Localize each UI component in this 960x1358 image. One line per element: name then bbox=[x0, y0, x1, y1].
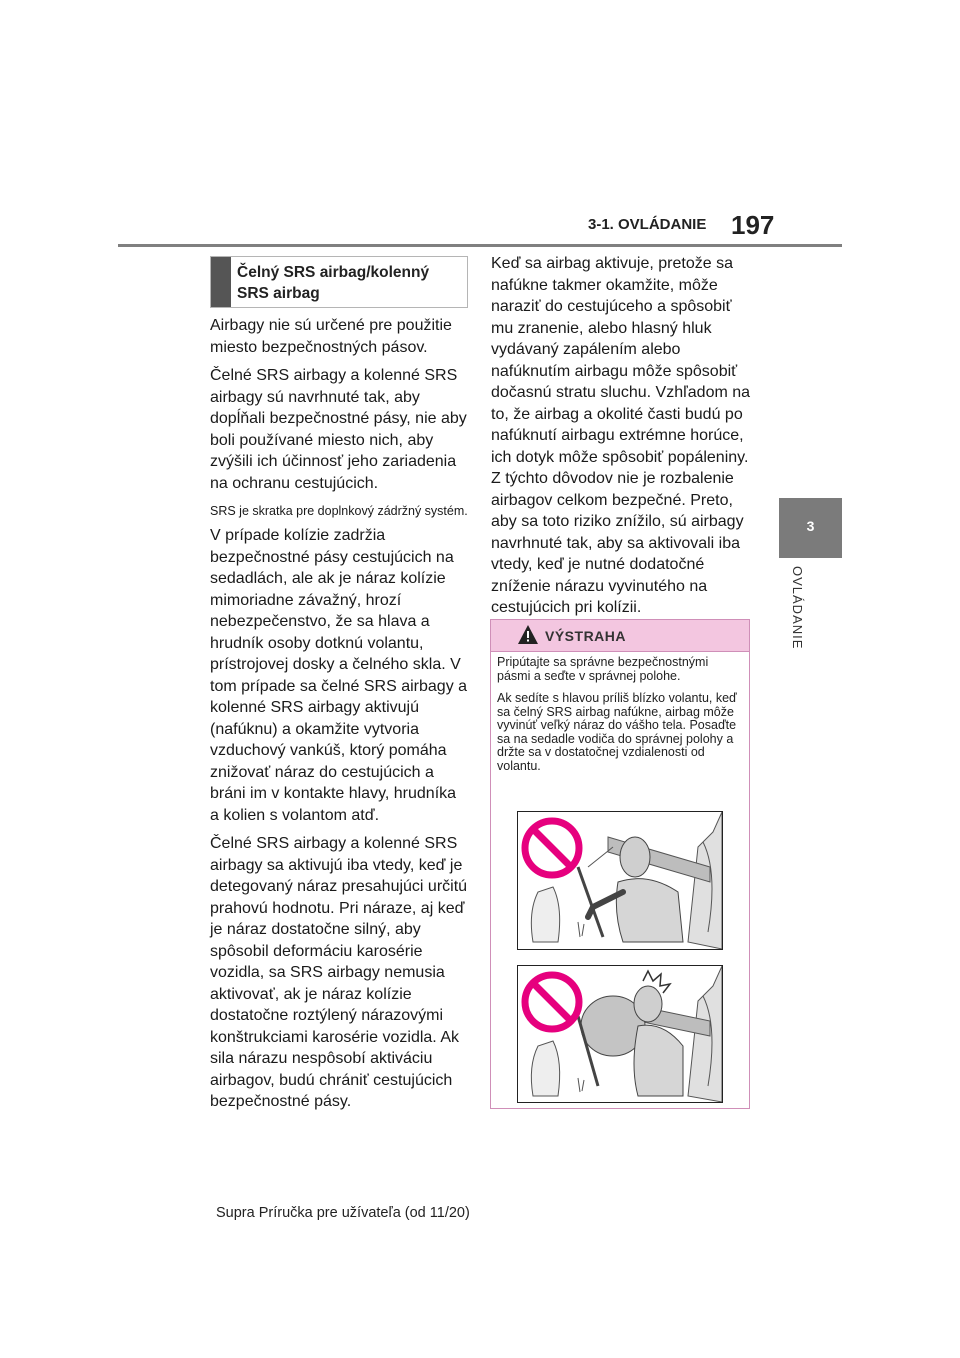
paragraph: Čelné SRS airbagy a kolenné SRS airbagy sa aktivujú iba vtedy, keď je detegovaný náraz presahujúci určitú prahovú hodnotu. Pri náraze, aj keď je náraz dostatočne silný, aby spôsobil deformáciu karosérie vozidla, sa SRS airbagy nemusia aktivovať, ak je náraz kolízie dostatočne roztýlený nárazovými konštrukciami karosérie vozidla. Ak sila nárazu nespôsobí aktiváciu airbagov, budú chrániť cestujúcich bezpečnostné pásy. bbox=[210, 835, 468, 1110]
paragraph: V prípade kolízie zadržia bezpečnostné pásy cestujúcich na sedadlách, ale ak je náraz kolízie mimoriadne závažný, hrozí nebezpečenstvo, že sa hlava a hrudník osoby dotknú volantu, prístrojovej dosky a čelného skla. V tom prípade sa čelné SRS airbagy a kolenné SRS airbagy aktivujú (nafúknu) a okamžite vytvoria vzduchový vankúš, ktorý pomáha znižovať náraz do cestujúcich a bráni im v kontakte hlavy, hrudníka a kolien s volantom atď. bbox=[210, 527, 468, 824]
chapter-tab-number: 3 bbox=[806, 518, 815, 534]
warning-triangle-icon bbox=[517, 624, 539, 646]
header-rule bbox=[118, 244, 842, 247]
section-title: Čelný SRS airbag/kolenný SRS airbag bbox=[237, 264, 430, 302]
right-column bbox=[491, 253, 753, 626]
section-title-box bbox=[210, 256, 468, 308]
footer-manual-title: Supra Príručka pre užívateľa (od 11/20) bbox=[216, 1205, 470, 1221]
warning-title: VÝSTRAHA bbox=[545, 628, 627, 644]
warning-text bbox=[497, 656, 743, 782]
paragraph: Airbagy nie sú určené pre použitie miesto bezpečnostných pásov. bbox=[210, 317, 452, 356]
note-paragraph: SRS je skratka pre doplnkový zádržný systém. bbox=[210, 504, 468, 518]
warning-paragraph: Pripútajte sa správne bezpečnostnými pásmi a seďte v správnej polohe. bbox=[497, 655, 709, 683]
chapter-tab[interactable] bbox=[779, 498, 842, 558]
warning-paragraph: Ak sedíte s hlavou príliš blízko volantu, keď sa čelný SRS airbag nafúkne, airbag môže vyvinúť veľký náraz do vášho tela. Posaďte sa na sedadle vodiča do správnej polohy a držte sa v dostatočnej vzdialenosti od volantu. bbox=[497, 691, 737, 773]
illustration-driver-too-close bbox=[517, 965, 723, 1103]
prohibition-icon bbox=[520, 816, 584, 880]
paragraph: Keď sa airbag aktivuje, pretože sa nafúkne takmer okamžite, môže naraziť do cestujúceho a spôsobiť mu zranenie, alebo hlasný hluk vydávaný zapálením alebo nafúknutím airbagu môže spôsobiť dočasnú stratu sluchu. Vzhľadom na to, že airbag a okolité časti budú po nafúknutí airbagu extrémne horúce, ich dotyk môže spôsobiť popáleniny. Z týchto dôvodov nie je rozbalenie airbagov celkom bezpečné. Preto, aby sa toto riziko znížilo, sú airbagy navrhnuté tak, aby sa aktivovali iba vtedy, keď je nutné dodatočné zníženie nárazu vyvinutého na cestujúcich pri kolízii. bbox=[491, 255, 751, 616]
section-header: 3-1. OVLÁDANIE bbox=[588, 216, 707, 233]
page-number: 197 bbox=[731, 210, 775, 240]
warning-header bbox=[491, 620, 749, 652]
paragraph: Čelné SRS airbagy a kolenné SRS airbagy sú navrhnuté tak, aby dopĺňali bezpečnostné pásy, nie aby boli používané miesto nich, aby zvýšili ich účinnosť jeho zariadenia na ochranu cestujúcich. bbox=[210, 367, 467, 492]
chapter-side-label: OVLÁDANIE bbox=[790, 566, 805, 650]
section-title-bar bbox=[211, 257, 231, 307]
left-column bbox=[210, 315, 468, 1120]
prohibition-icon bbox=[520, 970, 584, 1034]
illustration-driver-proper-position bbox=[517, 811, 723, 950]
